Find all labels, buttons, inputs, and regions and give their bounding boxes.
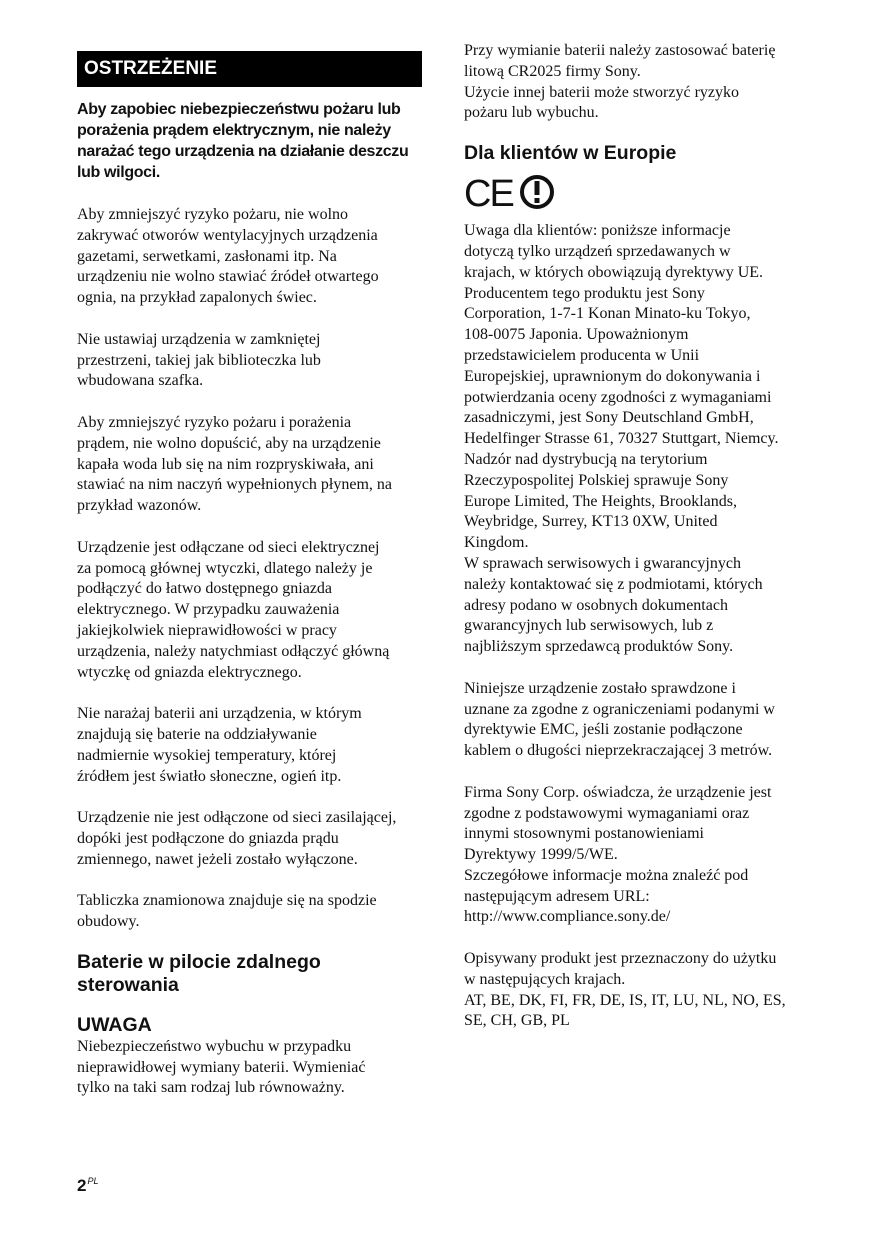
paragraph-ac-outlet: Urządzenie nie jest odłączone od sieci zasilającej, dopóki jest podłączone do gniazda prądu zmiennego, nawet jeżeli zostało wyłączone.: [77, 809, 397, 868]
ce-alert-icon: [464, 171, 564, 215]
ce-mark-icon: CE: [464, 173, 513, 216]
paragraph-countries: Opisywany produkt jest przeznaczony do użytku w następujących krajach. AT, BE, DK, FI, FR, DE, IS, IT, LU, NL, NO, ES, SE, CH, GB, PL: [464, 950, 786, 1030]
battery-replacement-text: Przy wymianie baterii należy zastosować baterię litową CR2025 firmy Sony. Użycie innej baterii może stworzyć ryzyko pożaru lub wybuchu.: [464, 42, 776, 122]
paragraph-water: Aby zmniejszyć ryzyko pożaru i porażenia prądem, nie wolno dopuścić, aby na urządzenie kapała woda lub się na nim rozpryskiwała, ani stawiać na nim naczyń wypełnionych płynem, na przykład wazonów.: [77, 413, 393, 515]
left-column: [77, 51, 422, 1099]
paragraph-ventilation: Aby zmniejszyć ryzyko pożaru, nie wolno zakrywać otworów wentylacyjnych urządzenia gazetami, serwetkami, zasłonami itp. Na urządzeniu nie wolno stawiać źródeł otwartego ognia, na przykład zapalonych świec.: [77, 206, 379, 307]
paragraph-emc: Niniejsze urządzenie zostało sprawdzone i uznane za zgodne z ograniczeniami podanymi w dyrektywie EMC, jeśli zostanie podłączone kablem o długości nieprzekraczającej 3 metrów.: [464, 679, 775, 760]
paragraph-battery-heat: Nie narażaj baterii ani urządzenia, w którym znajdują się baterie na oddziaływanie nadmiernie wysokiej temperatury, której źródłem jest światło słoneczne, ogień itp.: [77, 705, 362, 785]
paragraph-mains-plug: Urządzenie jest odłączane od sieci elektrycznej za pomocą głównej wtyczki, dlatego należy je podłączyć do łatwo dostępnego gniazda elektrycznego. W przypadku zauważenia jakiejkolwiek nieprawidłowości w pracy urządzenia, należy natychmiast odłączyć główną wtyczkę od gniazda elektrycznego.: [77, 538, 390, 681]
battery-heading: Baterie w pilocie zdalnego sterowania: [77, 950, 321, 996]
caution-heading: UWAGA: [77, 1013, 152, 1036]
paragraph-nameplate: Tabliczka znamionowa znajduje się na spodzie obudowy.: [77, 892, 377, 931]
caution-text: Niebezpieczeństwo wybuchu w przypadku nieprawidłowej wymiany baterii. Wymieniać tylko na taki sam rodzaj lub równoważny.: [77, 1037, 366, 1097]
paragraph-eu-customers: Uwaga dla klientów: poniższe informacje dotyczą tylko urządzeń sprzedawanych w krajach, w których obowiązują dyrektywy UE. Producentem tego produktu jest Sony Corporation, 1-7-1 Konan Minato-ku Tokyo, 108-0075 Japonia. Upoważnionym przedstawicielem producenta w Unii Europejskiej, uprawnionym do dokonywania i potwierdzania oceny zgodności z wymaganiami zasadniczymi, jest Sony Deutschland GmbH, Hedelfinger Strasse 61, 70327 Stuttgart, Niemcy. Nadzór nad dystrybucją na terytorium Rzeczypospolitej Polskiej sprawuje Sony Europe Limited, The Heights, Brooklands, Weybridge, Surrey, KT13 0XW, United Kingdom. W sprawach serwisowych i gwarancyjnych należy kontaktować się z podmiotami, których adresy podano w osobnych dokumentach gwarancyjnych lub serwisowych, lub z najbliższym sprzedawcą produktów Sony.: [464, 222, 779, 656]
warning-lead: Aby zapobiec niebezpieczeństwu pożaru lub porażenia prądem elektrycznym, nie należy narażać tego urządzenia na działanie deszczu lub wilgoci.: [77, 101, 409, 181]
page-number: $2^{PL}$: [77, 1176, 99, 1195]
paragraph-declaration: Firma Sony Corp. oświadcza, że urządzenie jest zgodne z podstawowymi wymaganiami oraz innymi stosownymi postanowieniami Dyrektywy 1999/5/WE. Szczegółowe informacje można znaleźć pod następującym adresem URL: http://www.compliance.sony.de/: [464, 783, 772, 926]
europe-heading: Dla klientów w Europie: [464, 142, 677, 165]
language-code: PL: [87, 1176, 99, 1186]
conformity-marks: [464, 171, 812, 215]
right-column: [464, 41, 812, 1032]
warning-heading: OSTRZEŻENIE: [77, 51, 422, 87]
paragraph-enclosure: Nie ustawiaj urządzenia w zamkniętej przestrzeni, takiej jak biblioteczka lub wbudowana szafka.: [77, 330, 321, 390]
